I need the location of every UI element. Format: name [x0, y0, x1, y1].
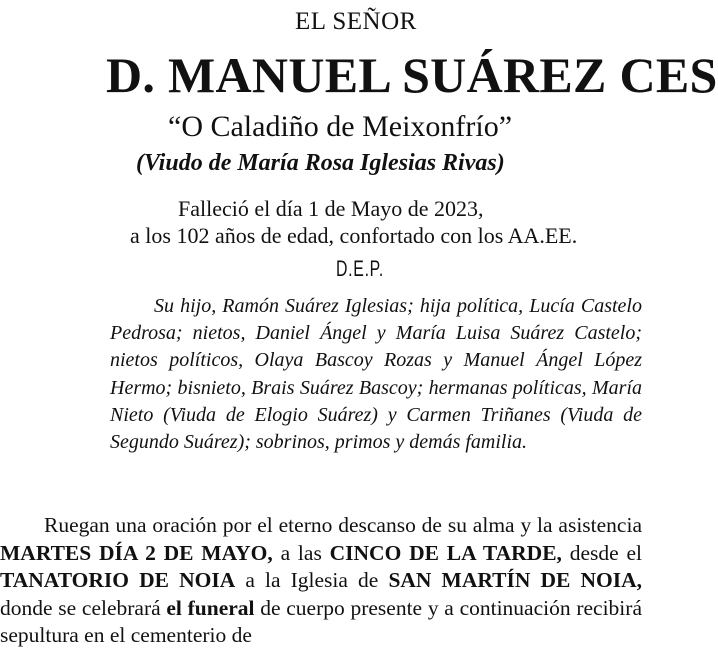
closing-date: MARTES DÍA 2 DE MAYO, — [0, 540, 273, 565]
death-date: Falleció el día 1 de Mayo de 2023, — [178, 196, 484, 221]
nickname: “O Caladiño de Meixonfrío” — [168, 110, 513, 143]
death-age: a los 102 años de edad, confortado con los AA.EE. — [130, 223, 578, 248]
widower-note: (Viudo de María Rosa Iglesias Rivas) — [136, 150, 505, 176]
family-paragraph — [110, 293, 642, 456]
dep-abbreviation: D.E.P. — [336, 256, 385, 281]
family-text: Su hijo, Ramón Suárez Iglesias; hija política, Lucía Castelo Pedrosa; nietos, Daniel Ángel y María Luisa Suárez Castelo; nietos políticos, Olaya Bascoy Rozas y Manuel Ángel López Hermo; bisnieto, Brais Suárez Bascoy; hermanas políticas, María Nieto (Viuda de Elogio Suárez) y Carmen Triñanes (Viuda de Segundo Suárez); sobrinos, primos y demás familia. — [110, 295, 642, 454]
closing-text-1: Ruegan una oración por el eterno descanso de su alma y la asistencia — [44, 513, 642, 537]
closing-text-4: a la Iglesia de — [235, 568, 389, 593]
deceased-name: D. MANUEL SUÁREZ CES — [106, 47, 718, 103]
closing-text-6: de cuerpo presente y a continuación recibirá sepultura en el cementerio de — [0, 595, 642, 648]
closing-text-5: donde se celebrará — [0, 595, 167, 620]
closing-funeral: el funeral — [166, 595, 255, 620]
closing-church: SAN MARTÍN DE NOIA, — [388, 568, 642, 593]
closing-paragraph — [0, 512, 642, 650]
closing-time: CINCO DE LA TARDE, — [329, 540, 562, 565]
closing-text-3: desde el — [561, 540, 642, 565]
honorific-title: EL SEÑOR — [295, 8, 417, 35]
closing-text-2: a las — [272, 540, 330, 565]
closing-funeral-home: TANATORIO DE NOIA — [0, 568, 236, 593]
